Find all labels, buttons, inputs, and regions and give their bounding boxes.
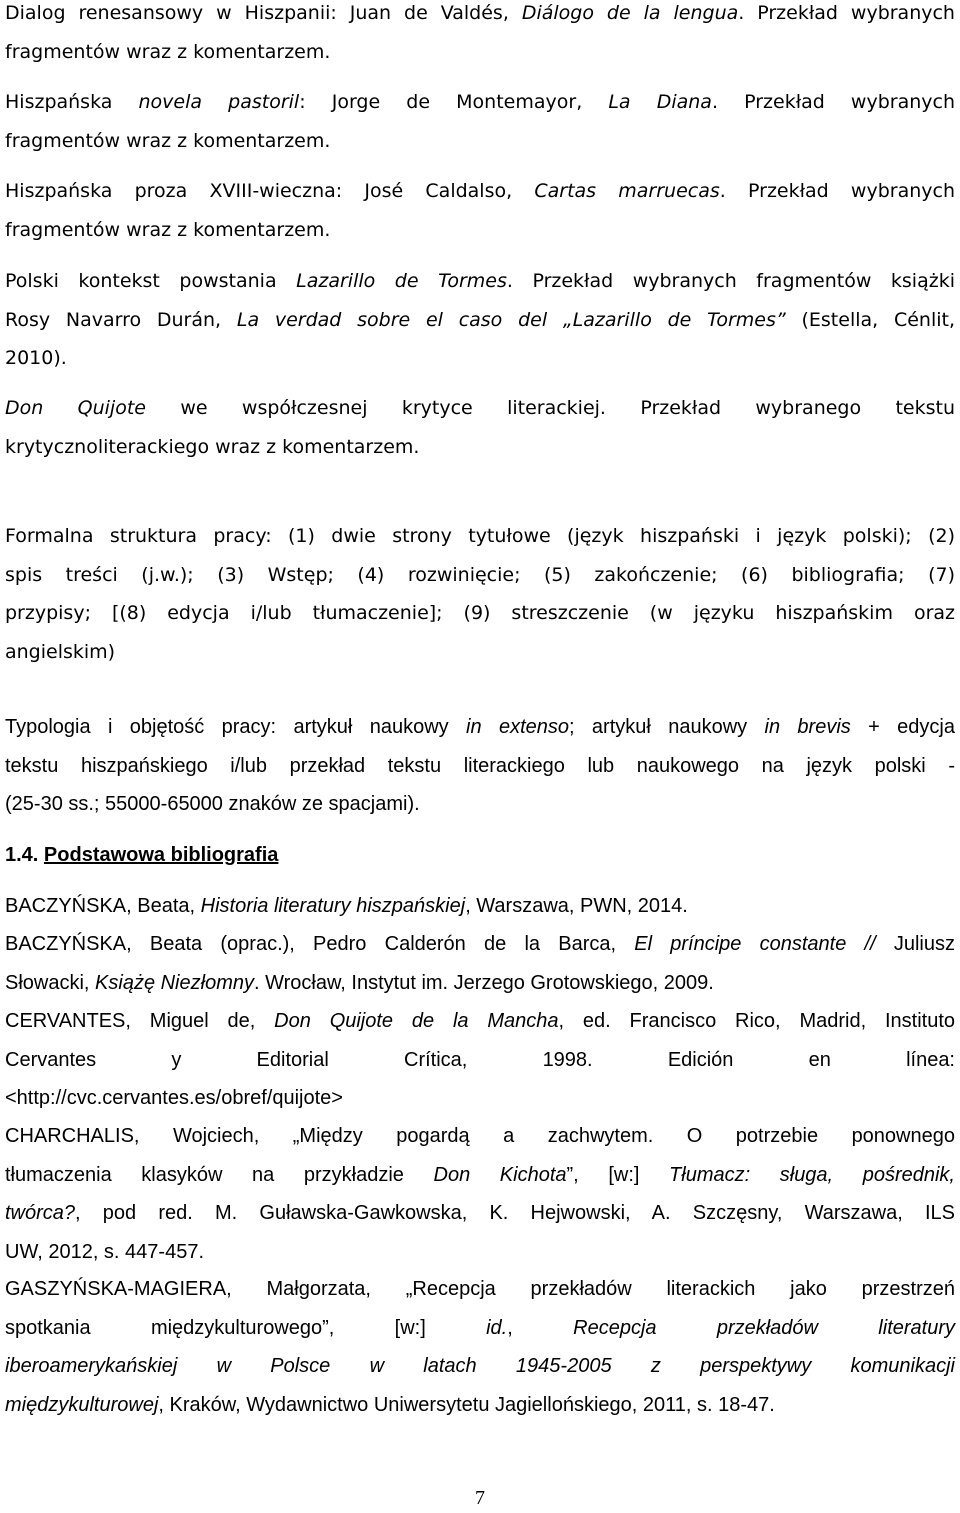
bib-line: iberoamerykańskiej w Polsce w latach 1945-2005 z perspektywy komunikacji — [5, 1355, 955, 1377]
bibliography-entry — [5, 1002, 955, 1118]
topic-line: Polski kontekst powstania Lazarillo de Tormes. Przekład wybranych fragmentów książki — [5, 270, 955, 292]
structure-line: Formalna struktura pracy: (1) dwie strony tytułowe (język hiszpański i język polski); (2) — [5, 525, 955, 547]
topic-line: fragmentów wraz z komentarzem. — [5, 40, 331, 63]
structure-line: angielskim) — [5, 640, 116, 663]
bibliography-entry — [5, 1117, 955, 1271]
topic-item — [5, 83, 955, 160]
bib-line: Słowacki, Książę Niezłomny. Wrocław, Instytut im. Jerzego Grotowskiego, 2009. — [5, 971, 714, 994]
topic-line: Rosy Navarro Durán, La verdad sobre el caso del „Lazarillo de Tormes” (Estella, Cénlit, — [5, 308, 955, 331]
bib-line: Cervantes y Editorial Crítica, 1998. Edición en línea: — [5, 1048, 955, 1071]
topic-line: fragmentów wraz z komentarzem. — [5, 129, 331, 152]
section-heading — [5, 836, 955, 874]
topic-line: 2010). — [5, 347, 67, 369]
bibliography-entry — [5, 887, 955, 926]
topic-item — [5, 0, 955, 71]
bib-link[interactable]: <http://cvc.cervantes.es/obref/quijote> — [5, 1087, 343, 1109]
topic-line: fragmentów wraz z komentarzem. — [5, 218, 331, 241]
bib-line: BACZYŃSKA, Beata (oprac.), Pedro Calderón de la Barca, El príncipe constante // Juliusz — [5, 933, 955, 955]
bib-line: spotkania międzykulturowego”, [w:] id., Recepcja przekładów literatury — [5, 1316, 955, 1339]
bib-line: CHARCHALIS, Wojciech, „Między pogardą a zachwytem. O potrzebie ponownego — [5, 1125, 955, 1147]
bib-line: GASZYŃSKA-MAGIERA, Małgorzata, „Recepcja przekładów literackich jako przestrzeń — [5, 1278, 955, 1300]
typology-line: Typologia i objętość pracy: artykuł naukowy in extenso; artykuł naukowy in brevis + edycja — [5, 716, 955, 738]
bib-line: UW, 2012, s. 447-457. — [5, 1240, 205, 1263]
typology-line: tekstu hiszpańskiego i/lub przekład tekstu literackiego lub naukowego na język polski - — [5, 754, 955, 777]
topic-line: Hiszpańska novela pastoril: Jorge de Montemayor, La Diana. Przekład wybranych — [5, 91, 955, 113]
structure-line: spis treści (j.w.); (3) Wstęp; (4) rozwinięcie; (5) zakończenie; (6) bibliografia; (7) — [5, 563, 955, 586]
section-number: 1.4. — [5, 844, 39, 866]
bib-line: tłumaczenia klasyków na przykładzie Don Kichota”, [w:] Tłumacz: sługa, pośrednik, — [5, 1163, 955, 1186]
bib-line: CERVANTES, Miguel de, Don Quijote de la Mancha, ed. Francisco Rico, Madrid, Instituto — [5, 1010, 955, 1032]
bib-line: twórca?, pod red. M. Guławska-Gawkowska, K. Hejwowski, A. Szczęsny, Warszawa, ILS — [5, 1202, 955, 1224]
page-number: 7 — [475, 1487, 485, 1509]
section-title: Podstawowa bibliografia — [43, 844, 279, 866]
topic-line: Dialog renesansowy w Hiszpanii: Juan de Valdés, Diálogo de la lengua. Przekład wybranych — [5, 2, 955, 24]
topic-line: Hiszpańska proza XVIII-wieczna: José Caldalso, Cartas marruecas. Przekład wybranych — [5, 180, 955, 202]
topic-item — [5, 262, 955, 378]
bibliography-entry — [5, 1270, 955, 1424]
bib-line: międzykulturowej, Kraków, Wydawnictwo Uniwersytetu Jagiellońskiego, 2011, s. 18-47. — [5, 1393, 775, 1416]
topic-line: Don Quijote we współczesnej krytyce literackiej. Przekład wybranego tekstu — [5, 397, 956, 419]
typology-paragraph — [5, 708, 955, 824]
topic-line: krytycznoliterackiego wraz z komentarzem. — [5, 435, 420, 458]
topic-item — [5, 172, 955, 249]
typology-line: (25-30 ss.; 55000-65000 znaków ze spacjami). — [5, 793, 420, 815]
topic-item — [5, 389, 955, 466]
structure-paragraph — [5, 517, 955, 671]
structure-line: przypisy; [(8) edycja i/lub tłumaczenie]; (9) streszczenie (w języku hiszpańskim oraz — [5, 602, 955, 624]
bibliography-entry — [5, 925, 955, 1002]
bib-line: BACZYŃSKA, Beata, Historia literatury hiszpańskiej, Warszawa, PWN, 2014. — [5, 895, 688, 917]
